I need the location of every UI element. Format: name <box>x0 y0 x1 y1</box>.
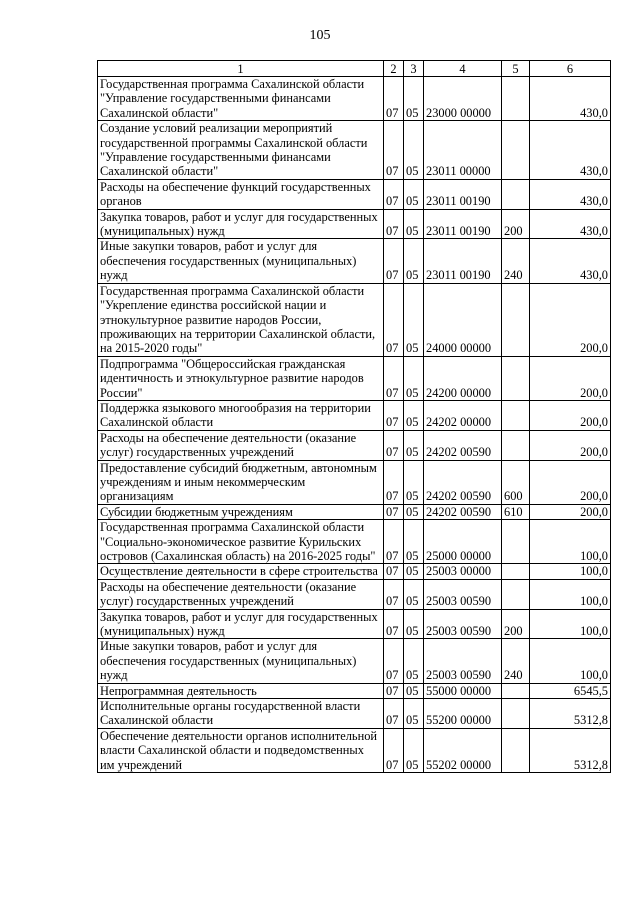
row-expense-type <box>502 564 530 579</box>
row-expense-type <box>502 179 530 209</box>
row-amount: 430,0 <box>530 209 611 239</box>
header-col-1: 1 <box>98 61 384 77</box>
row-name: Иные закупки товаров, работ и услуг для обеспечения государственных (муниципальных) нужд <box>98 639 384 683</box>
table-row <box>98 520 611 564</box>
row-target-article: 25000 00000 <box>424 520 502 564</box>
row-expense-type <box>502 77 530 121</box>
row-target-article: 24200 00000 <box>424 356 502 400</box>
row-amount: 200,0 <box>530 400 611 430</box>
row-amount: 430,0 <box>530 239 611 283</box>
table-row <box>98 430 611 460</box>
row-name: Закупка товаров, работ и услуг для государственных (муниципальных) нужд <box>98 209 384 239</box>
row-amount: 430,0 <box>530 77 611 121</box>
row-name: Государственная программа Сахалинской области "Социально-экономическое развитие Курильских островов (Сахалинская область) на 2016-2025 годы" <box>98 520 384 564</box>
row-target-article: 25003 00590 <box>424 579 502 609</box>
row-subsection: 05 <box>404 639 424 683</box>
table-row <box>98 77 611 121</box>
row-target-article: 55202 00000 <box>424 728 502 772</box>
row-target-article: 25003 00000 <box>424 564 502 579</box>
header-col-3: 3 <box>404 61 424 77</box>
row-amount: 200,0 <box>530 283 611 356</box>
row-section: 07 <box>384 356 404 400</box>
row-target-article: 55200 00000 <box>424 699 502 729</box>
row-expense-type: 240 <box>502 639 530 683</box>
row-target-article: 24202 00590 <box>424 430 502 460</box>
row-name: Расходы на обеспечение деятельности (оказание услуг) государственных учреждений <box>98 430 384 460</box>
row-subsection: 05 <box>404 683 424 698</box>
row-subsection: 05 <box>404 77 424 121</box>
table-row <box>98 564 611 579</box>
row-subsection: 05 <box>404 356 424 400</box>
table-row <box>98 609 611 639</box>
row-target-article: 55000 00000 <box>424 683 502 698</box>
row-name: Государственная программа Сахалинской области "Управление государственными финансами Сахалинской области" <box>98 77 384 121</box>
row-subsection: 05 <box>404 609 424 639</box>
table-row <box>98 579 611 609</box>
row-amount: 100,0 <box>530 564 611 579</box>
row-expense-type <box>502 356 530 400</box>
row-section: 07 <box>384 609 404 639</box>
row-amount: 200,0 <box>530 460 611 504</box>
row-section: 07 <box>384 699 404 729</box>
row-name: Обеспечение деятельности органов исполнительной власти Сахалинской области и подведомственных им учреждений <box>98 728 384 772</box>
row-expense-type: 600 <box>502 460 530 504</box>
table-row <box>98 400 611 430</box>
row-section: 07 <box>384 179 404 209</box>
row-target-article: 23011 00190 <box>424 209 502 239</box>
table-row <box>98 460 611 504</box>
row-section: 07 <box>384 564 404 579</box>
row-amount: 100,0 <box>530 639 611 683</box>
row-section: 07 <box>384 639 404 683</box>
header-col-2: 2 <box>384 61 404 77</box>
header-col-5: 5 <box>502 61 530 77</box>
row-section: 07 <box>384 430 404 460</box>
row-target-article: 24202 00590 <box>424 504 502 519</box>
table-row <box>98 209 611 239</box>
row-subsection: 05 <box>404 430 424 460</box>
table-row <box>98 504 611 519</box>
row-target-article: 24202 00590 <box>424 460 502 504</box>
row-section: 07 <box>384 520 404 564</box>
row-section: 07 <box>384 121 404 180</box>
row-expense-type: 610 <box>502 504 530 519</box>
row-expense-type <box>502 683 530 698</box>
header-col-4: 4 <box>424 61 502 77</box>
row-name: Создание условий реализации мероприятий государственной программы Сахалинской области "Управление государственными финансами Сахалинской области" <box>98 121 384 180</box>
row-amount: 200,0 <box>530 504 611 519</box>
row-subsection: 05 <box>404 179 424 209</box>
row-name: Иные закупки товаров, работ и услуг для обеспечения государственных (муниципальных) нужд <box>98 239 384 283</box>
row-name: Предоставление субсидий бюджетным, автономным учреждениям и иным некоммерческим организациям <box>98 460 384 504</box>
row-name: Государственная программа Сахалинской области "Укрепление единства российской нации и этнокультурное развитие народов России, проживающих на территории Сахалинской области, на 2015-2020 годы" <box>98 283 384 356</box>
row-subsection: 05 <box>404 209 424 239</box>
row-target-article: 24000 00000 <box>424 283 502 356</box>
row-subsection: 05 <box>404 579 424 609</box>
row-amount: 100,0 <box>530 609 611 639</box>
row-target-article: 23000 00000 <box>424 77 502 121</box>
table-row <box>98 356 611 400</box>
row-target-article: 25003 00590 <box>424 609 502 639</box>
row-subsection: 05 <box>404 699 424 729</box>
row-target-article: 23011 00000 <box>424 121 502 180</box>
row-section: 07 <box>384 400 404 430</box>
row-section: 07 <box>384 77 404 121</box>
row-section: 07 <box>384 239 404 283</box>
row-section: 07 <box>384 460 404 504</box>
row-amount: 430,0 <box>530 179 611 209</box>
row-name: Осуществление деятельности в сфере строительства <box>98 564 384 579</box>
row-amount: 6545,5 <box>530 683 611 698</box>
row-expense-type: 240 <box>502 239 530 283</box>
row-subsection: 05 <box>404 239 424 283</box>
row-section: 07 <box>384 504 404 519</box>
row-name: Расходы на обеспечение деятельности (оказание услуг) государственных учреждений <box>98 579 384 609</box>
row-amount: 430,0 <box>530 121 611 180</box>
budget-table <box>97 60 611 773</box>
table-header-row <box>98 61 611 77</box>
row-subsection: 05 <box>404 460 424 504</box>
table-row <box>98 699 611 729</box>
row-subsection: 05 <box>404 728 424 772</box>
row-section: 07 <box>384 283 404 356</box>
table-row <box>98 239 611 283</box>
row-amount: 200,0 <box>530 430 611 460</box>
table-row <box>98 728 611 772</box>
row-expense-type <box>502 728 530 772</box>
row-expense-type <box>502 283 530 356</box>
row-expense-type <box>502 579 530 609</box>
table-row <box>98 121 611 180</box>
header-col-6: 6 <box>530 61 611 77</box>
row-name: Непрограммная деятельность <box>98 683 384 698</box>
row-target-article: 24202 00000 <box>424 400 502 430</box>
row-amount: 100,0 <box>530 520 611 564</box>
row-subsection: 05 <box>404 520 424 564</box>
row-expense-type: 200 <box>502 209 530 239</box>
row-subsection: 05 <box>404 400 424 430</box>
row-expense-type: 200 <box>502 609 530 639</box>
row-amount: 200,0 <box>530 356 611 400</box>
row-subsection: 05 <box>404 283 424 356</box>
row-name: Закупка товаров, работ и услуг для государственных (муниципальных) нужд <box>98 609 384 639</box>
row-section: 07 <box>384 728 404 772</box>
row-name: Расходы на обеспечение функций государственных органов <box>98 179 384 209</box>
row-subsection: 05 <box>404 504 424 519</box>
row-amount: 100,0 <box>530 579 611 609</box>
row-section: 07 <box>384 683 404 698</box>
row-name: Поддержка языкового многообразия на территории Сахалинской области <box>98 400 384 430</box>
row-expense-type <box>502 430 530 460</box>
row-subsection: 05 <box>404 121 424 180</box>
table-row <box>98 179 611 209</box>
row-target-article: 23011 00190 <box>424 179 502 209</box>
row-amount: 5312,8 <box>530 699 611 729</box>
row-target-article: 23011 00190 <box>424 239 502 283</box>
row-name: Субсидии бюджетным учреждениям <box>98 504 384 519</box>
row-expense-type <box>502 520 530 564</box>
row-expense-type <box>502 400 530 430</box>
row-section: 07 <box>384 209 404 239</box>
row-expense-type <box>502 699 530 729</box>
table-row <box>98 283 611 356</box>
row-expense-type <box>502 121 530 180</box>
page-number: 105 <box>309 28 331 43</box>
row-name: Исполнительные органы государственной власти Сахалинской области <box>98 699 384 729</box>
row-amount: 5312,8 <box>530 728 611 772</box>
table-row <box>98 639 611 683</box>
row-target-article: 25003 00590 <box>424 639 502 683</box>
table-row <box>98 683 611 698</box>
row-subsection: 05 <box>404 564 424 579</box>
row-name: Подпрограмма "Общероссийская гражданская идентичность и этнокультурное развитие народов России" <box>98 356 384 400</box>
row-section: 07 <box>384 579 404 609</box>
